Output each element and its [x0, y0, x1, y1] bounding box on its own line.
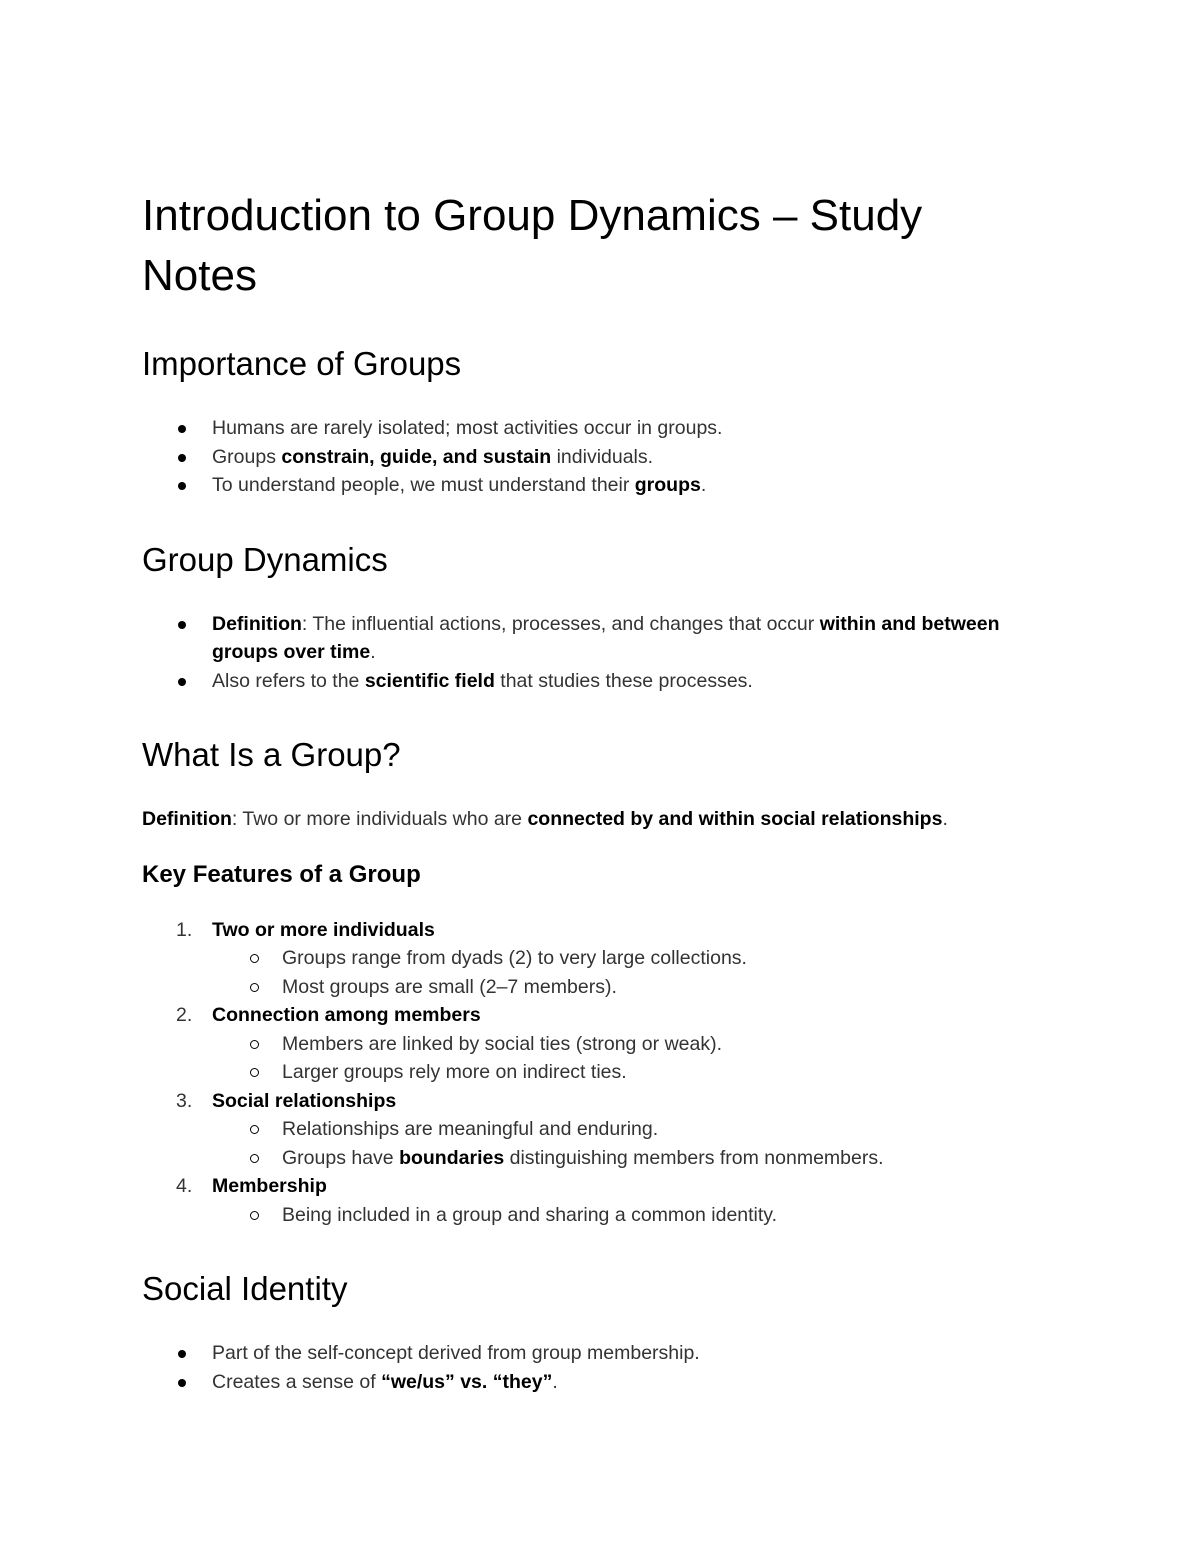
list-item: Groups constrain, guide, and sustain individuals. [142, 443, 1042, 472]
circle-bullet-icon [250, 1040, 259, 1049]
bullet-icon [178, 454, 186, 462]
importance-bullet-list [142, 414, 1042, 500]
list-item: Part of the self-concept derived from group membership. [142, 1339, 1042, 1368]
list-number: 3. [176, 1089, 193, 1112]
key-features-list [142, 916, 1042, 1230]
sub-list-item: Being included in a group and sharing a common identity. [212, 1201, 1042, 1230]
list-item: 1. Two or more individuals Groups range from dyads (2) to very large collections. Most groups are small (2–7 members). [142, 916, 1042, 1002]
bullet-icon [178, 482, 186, 490]
list-item: 3. Social relationships Relationships are meaningful and enduring. Groups have boundaries distinguishing members from nonmembers. [142, 1087, 1042, 1173]
bullet-icon [178, 621, 186, 629]
list-number: 1. [176, 918, 193, 941]
heading-key-features: Key Features of a Group [142, 860, 421, 888]
circle-bullet-icon [250, 1068, 259, 1077]
sub-list [212, 1030, 1042, 1087]
sub-list-item: Larger groups rely more on indirect ties. [212, 1058, 1042, 1087]
circle-bullet-icon [250, 954, 259, 963]
list-number: 4. [176, 1175, 193, 1197]
list-item: 4. Membership Being included in a group and sharing a common identity. [142, 1172, 1042, 1229]
circle-bullet-icon [250, 1211, 259, 1220]
list-item: Creates a sense of “we/us” vs. “they”. [142, 1368, 1042, 1397]
bullet-icon [178, 425, 186, 433]
sub-list [212, 944, 1042, 1001]
list-item: To understand people, we must understand their groups. [142, 471, 1042, 500]
sub-list [212, 1115, 1042, 1172]
dynamics-bullet-list [142, 610, 1042, 696]
bullet-icon [178, 1350, 186, 1358]
list-item: Definition: The influential actions, processes, and changes that occur within and between groups over time. [142, 610, 1042, 667]
list-item: Humans are rarely isolated; most activities occur in groups. [142, 414, 1042, 443]
bullet-icon [178, 678, 186, 686]
sub-list [212, 1201, 1042, 1230]
list-number: 2. [176, 1004, 193, 1026]
sub-list-item: Most groups are small (2–7 members). [212, 973, 1042, 1002]
page-title: Introduction to Group Dynamics – Study Notes [142, 191, 923, 300]
sub-list-item: Relationships are meaningful and enduring. [212, 1115, 1042, 1144]
heading-social-identity: Social Identity [142, 1270, 348, 1307]
sub-list-item: Groups range from dyads (2) to very large collections. [212, 944, 1042, 973]
group-definition-paragraph: Definition: Two or more individuals who are connected by and within social relationships. [142, 808, 948, 830]
bullet-icon [178, 1379, 186, 1387]
heading-importance-of-groups: Importance of Groups [142, 345, 462, 382]
sub-list-item: Members are linked by social ties (strong or weak). [212, 1030, 1042, 1059]
circle-bullet-icon [250, 983, 259, 992]
heading-group-dynamics: Group Dynamics [142, 540, 388, 578]
sub-list-item: Groups have boundaries distinguishing members from nonmembers. [212, 1144, 1042, 1173]
circle-bullet-icon [250, 1125, 259, 1134]
list-item: Also refers to the scientific field that studies these processes. [142, 667, 1042, 696]
social-identity-bullet-list [142, 1339, 1042, 1396]
heading-what-is-a-group: What Is a Group? [142, 736, 401, 773]
list-item: 2. Connection among members Members are linked by social ties (strong or weak). Larger groups rely more on indirect ties. [142, 1001, 1042, 1087]
document-content [142, 186, 1042, 1396]
circle-bullet-icon [250, 1154, 259, 1163]
